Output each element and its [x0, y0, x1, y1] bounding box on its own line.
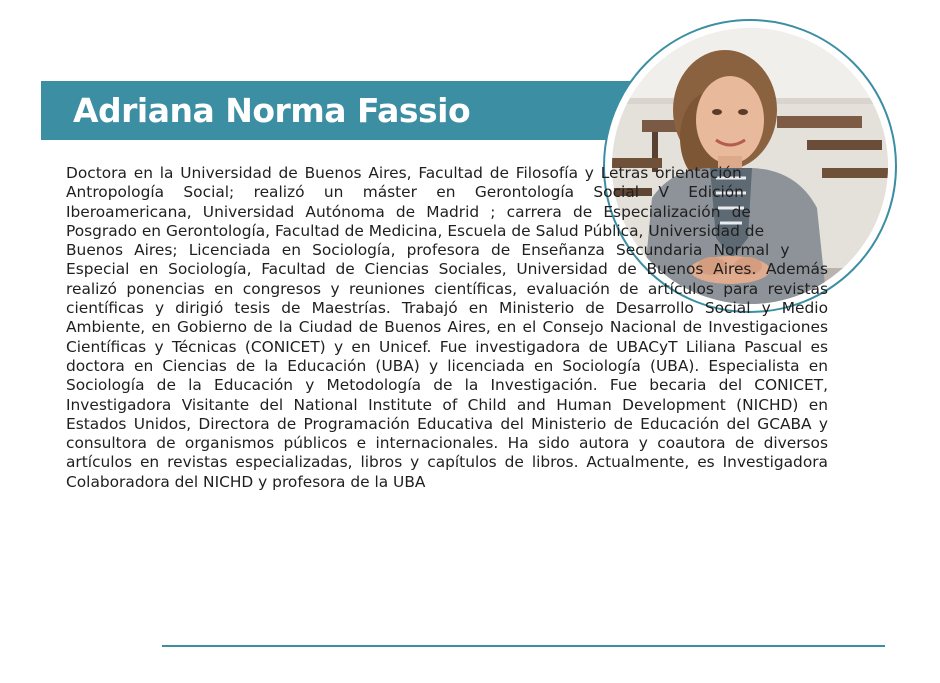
bio-text: Doctora en la Universidad de Buenos Aires, Facultad de Filosofía y Letras orientación Antropología Social; realizó un máster en Gerontología Social V Edición Iberoamericana, Universidad Autónoma de Madrid ; carrera de Especialización de Posgrado en Gerontología, Facultad de Medicina, Escuela de Salud Pública, Universidad de Buenos Aires; Licenciada en Sociología, profesora de Enseñanza Secundaria Normal y Especial en Sociología, Facultad de Ciencias Sociales, Universidad de Buenos Aires. Además realizó ponencias en congresos y reuniones científicas, evaluación de artículos para revistas científicas y dirigió tesis de Maestrías. Trabajó en Ministerio de Desarrollo Social y Medio Ambiente, en Gobierno de la Ciudad de Buenos Aires, en el Consejo Nacional de Investigaciones Científicas y Técnicas (CONICET) y en Unicef. Fue investigadora de UBACyT Liliana Pascual es doctora en Ciencias de la Educación (UBA) y licenciada en Sociología (UBA). Especialista en Sociología de la Educación y Metodología de la Investigación. Fue becaria del CONICET, Investigadora Visitante del National Institute of Child and Human Development (NICHD) en Estados Unidos, Directora de Programación Educativa del Ministerio de Educación del GCABA y consultora de organismos públicos e internacionales. Ha sido autora y coautora de diversos artículos en revistas especializadas, libros y capítulos de libros. Actualmente, es Investigadora Colaboradora del NICHD y profesora de la UBA [66, 164, 828, 491]
bio-paragraph [66, 164, 828, 492]
profile-name: Adriana Norma Fassio [73, 91, 471, 130]
bottom-divider [162, 645, 885, 647]
